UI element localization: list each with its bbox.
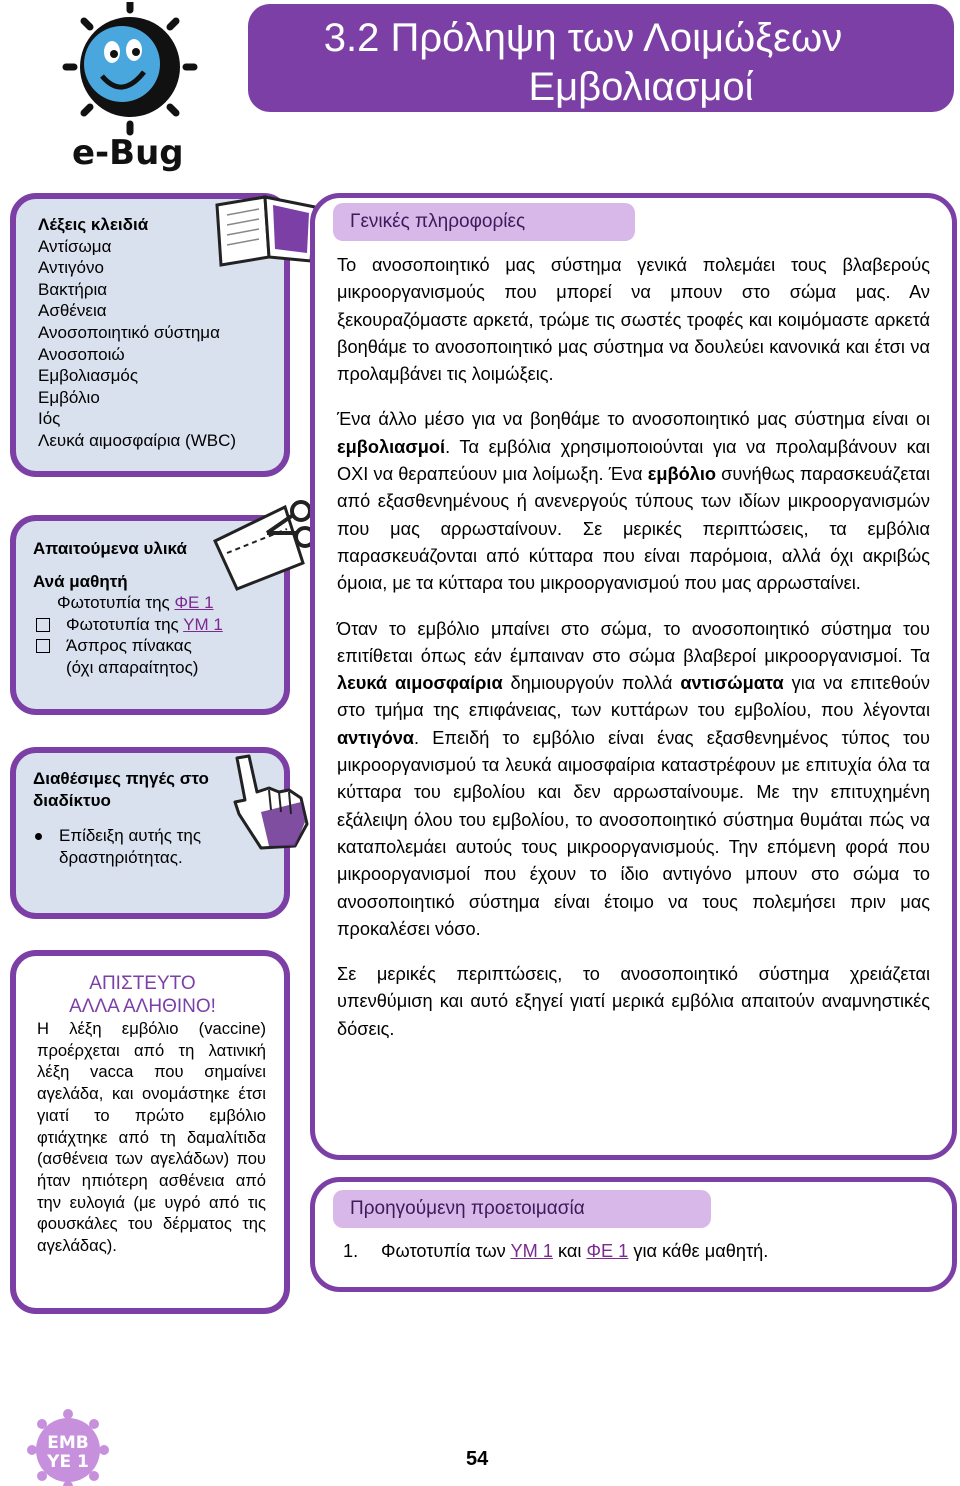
keyword-item: Ασθένεια	[38, 301, 107, 321]
paragraph: Όταν το εμβόλιο μπαίνει στο σώμα, το ανοσοποιητικό σύστημα του επιτίθεται όπως εάν έμπαιναν στο σώμα βλαβεροί μικροοργανισμοί. Τα λευκά αιμοσφαίρια δημιουργούν πολλά αντισώματα για να επιτεθούν στο τμήμα της επιφάνειας, των κυττάρων του εμβολίου, που λέγονται αντιγόνα. Επειδή το εμβόλιο είναι ένας εξασθενημένος τύπος του μικροοργανισμού τα λευκά αιμοσφαίρια καταστρέφουν με επιτυχία όλα τα κύτταρα του εμβολίου και δεν αρρωσταίνουμε. Με την επιτυχημένη εξάλειψη όλου του εμβολίου, το ανοσοποιητικό σύστημα θυμάται πώς να καταπολεμάει αυτούς τους μικροοργανισμούς. Την επόμενη φορά που μικροοργανισμοί που έχουν το ίδιο αντιγόνο μπουν στο σώμα το ανοσοποιητικό σύστημα είναι έτοιμο να τους πολεμήσει πριν μας προκαλέσει νόσο.	[337, 618, 930, 939]
material-text: Φωτοτυπία της	[66, 614, 184, 634]
general-info-body	[337, 252, 930, 1061]
logo-wordmark: e-Bug	[72, 133, 184, 173]
checkbox-icon	[36, 618, 50, 632]
keyword-item: Αντιγόνο	[38, 258, 104, 278]
checkbox-icon	[36, 639, 50, 653]
paragraph: Ένα άλλο μέσο για να βοηθάμε το ανοσοποιητικό μας σύστημα είναι οι εμβολιασμοί. Τα εμβόλια χρησιμοποιούνται για να προλαμβάνουν και ΟΧΙ να θεραπεύουν μια λοίμωξη. Ένα εμβόλιο συνήθως παρασκευάζεται από εξασθενημένους ή ανενεργούς τύπους των ιδίων μικροοργανισμών που μας αρρωσταίνουν. Σε μερικές περιπτώσεις, τα εμβόλια παρασκευάζονται από κύτταρα που είναι παρόμοια, αλλά όχι ακριβώς όμοια, με τα κύτταρα του μικροοργανισμού που μας αρρωσταίνει.	[337, 409, 930, 594]
keyword-item: Λευκά αιμοσφαίρια (WBC)	[38, 430, 237, 450]
fe1-link[interactable]: ΦΕ 1	[174, 593, 214, 613]
paragraph: Σε μερικές περιπτώσεις, το ανοσοποιητικό σύστημα χρειάζεται υπενθύμιση και αυτό εξηγεί γιατί μερικά εμβόλια απαιτούν αναμνηστικές δόσεις.	[337, 964, 930, 1039]
section-badge-icon	[26, 1408, 110, 1486]
badge-line-2: ΥΕ 1	[47, 1452, 89, 1472]
title-line-1: 3.2 Πρόληψη των Λοιμώξεων	[323, 16, 843, 60]
pointing-hand-icon	[217, 752, 319, 852]
keyword-item: Ανοσοποιώ	[38, 344, 125, 364]
open-book-icon	[213, 195, 325, 267]
keyword-item: Ιός	[38, 409, 61, 429]
page-title	[248, 4, 954, 112]
paragraph: Το ανοσοποιητικό μας σύστημα γενικά πολεμάει τους βλαβερούς μικροοργανισμούς που μπορεί να μπουν στο σώμα μας. Αν ξεκουραζόμαστε αρκετά, τρώμε τις σωστές τροφές και κοιμόμαστε αρκετά βοηθάμε το ανοσοποιητικό μας σύστημα να δουλεύει κανονικά και έτσι να προλαμβάνει τις λοιμώξεις.	[337, 255, 930, 385]
keyword-item: Αντίσωμα	[38, 236, 112, 256]
material-item	[33, 635, 284, 678]
material-text: Άσπρος πίνακας	[66, 636, 192, 656]
keyword-item: Εμβολιασμός	[38, 366, 139, 386]
page-number: 54	[466, 1448, 489, 1470]
fun-fact-panel	[10, 950, 290, 1314]
title-line-2: Εμβολιασμοί	[528, 65, 754, 109]
fact-text: Η λέξη εμβόλιο (vaccine) προέρχεται από τη λατινική λέξη vacca που σημαίνει αγελάδα, και ονομάστηκε έτσι γιατί το πρώτο εμβόλιο φτιάχτηκε από τη δαμαλίτιδα (ασθένεια των αγελάδων) που ήταν ηπιότερη ασθένεια από την ευλογιά (με υγρό από τις φουσκάλες του δέρματος της αγελάδας).	[37, 1019, 266, 1256]
keyword-item: Ανοσοποιητικό σύστημα	[38, 322, 220, 342]
material-note: (όχι απαραίτητος)	[66, 657, 199, 677]
bold-term: εμβόλιο	[647, 464, 716, 485]
bold-term: λευκά αιμοσφαίρια	[337, 673, 503, 694]
item-number: 1.	[343, 1241, 359, 1261]
ym1-link[interactable]: ΥΜ 1	[183, 614, 223, 634]
per-student-label: Ανά μαθητή	[33, 571, 128, 591]
ebug-logo	[62, 2, 202, 180]
material-item	[33, 614, 284, 636]
bug-mascot-icon	[66, 2, 194, 132]
keywords-heading: Λέξεις κλειδιά	[38, 215, 149, 234]
preparation-heading: Προηγούμενη προετοιμασία	[333, 1190, 711, 1228]
keyword-item: Βακτήρια	[38, 279, 108, 299]
bullet-icon	[35, 833, 42, 840]
fact-title-line-1: ΑΠΙΣΤΕΥΤΟ	[89, 973, 196, 994]
keyword-item: Εμβόλιο	[38, 387, 100, 407]
bold-term: εμβολιασμοί	[337, 436, 446, 457]
bold-term: αντιγόνα	[337, 727, 414, 748]
ym1-link[interactable]: ΥΜ 1	[510, 1241, 553, 1261]
fact-title-line-2: ΑΛΛΑ ΑΛΗΘΙΝΟ!	[69, 996, 216, 1017]
web-item-text: Επίδειξη αυτής της δραστηριότητας.	[59, 826, 202, 867]
bold-term: αντισώματα	[680, 673, 784, 694]
scissors-paper-icon	[207, 493, 325, 593]
material-text: Φωτοτυπία της	[57, 593, 175, 613]
preparation-item: 1. Φωτοτυπία των ΥΜ 1 και ΦΕ 1 για κάθε μαθητή.	[343, 1238, 768, 1264]
general-info-heading: Γενικές πληροφορίες	[333, 203, 635, 241]
badge-line-1: ΕΜΒ	[47, 1433, 89, 1453]
material-item	[33, 592, 284, 614]
fe1-link[interactable]: ΦΕ 1	[586, 1241, 629, 1261]
materials-heading: Απαιτούμενα υλικά	[33, 539, 187, 558]
web-heading: Διαθέσιμες πηγές στο διαδίκτυο	[33, 769, 209, 810]
